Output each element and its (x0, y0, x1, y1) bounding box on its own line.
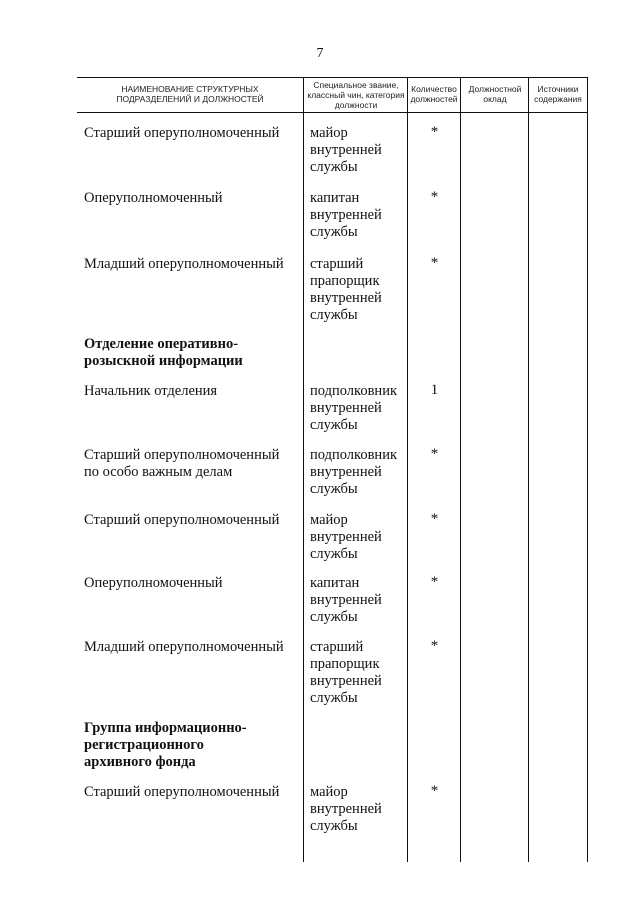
table-row-rank: старший прапорщик внутренней службы (310, 256, 382, 323)
table-row-name: Оперуполномоченный (84, 190, 223, 206)
table-row-count: 1 (430, 382, 439, 398)
table-right-border (587, 77, 588, 862)
column-divider-source (528, 77, 529, 862)
table-row-name: Оперуполномоченный (84, 575, 223, 591)
section-heading: Группа информационно-регистрационного архивного фонда (84, 720, 247, 770)
table-row-rank: старший прапорщик внутренней службы (310, 639, 382, 706)
table-row-name: Старший оперуполномоченный (84, 125, 280, 141)
table-row-rank: майор внутренней службы (310, 784, 382, 834)
table-row-count: * (430, 446, 439, 462)
table-top-border (77, 77, 588, 78)
table-row-rank: майор внутренней службы (310, 125, 382, 175)
column-divider-salary (460, 77, 461, 862)
table-row-count: * (430, 574, 439, 590)
table-row-rank: капитан внутренней службы (310, 190, 382, 240)
table-row-rank: капитан внутренней службы (310, 575, 382, 625)
table-row-name: Младший оперуполномоченный (84, 639, 284, 655)
column-header-rank: Специальное звание, классный чин, категория должности (307, 80, 405, 110)
column-header-source: Источники содержания (534, 84, 582, 104)
column-header-salary: Должностной оклад (468, 84, 522, 104)
table-row-name: Начальник отделения (84, 383, 218, 399)
table-row-rank: подполковник внутренней службы (310, 383, 397, 433)
table-row-name: Младший оперуполномоченный (84, 256, 284, 272)
column-divider-count (407, 77, 408, 862)
table-row-count: * (430, 189, 439, 205)
table-row-rank: майор внутренней службы (310, 512, 382, 562)
column-header-count: Количество должностей (410, 84, 458, 104)
page-number: 7 (316, 46, 324, 61)
column-divider-rank (303, 77, 304, 862)
column-header-name: НАИМЕНОВАНИЕ СТРУКТУРНЫХ ПОДРАЗДЕЛЕНИЙ И ДОЛЖНОСТЕЙ (116, 84, 264, 104)
table-row-name: Старший оперуполномоченный по особо важным делам (84, 447, 280, 480)
table-row-name: Старший оперуполномоченный (84, 512, 280, 528)
section-heading: Отделение оперативно-розыскной информации (84, 336, 243, 369)
table-row-name: Старший оперуполномоченный (84, 784, 280, 800)
table-row-count: * (430, 255, 439, 271)
table-row-count: * (430, 638, 439, 654)
table-row-count: * (430, 511, 439, 527)
table-row-rank: подполковник внутренней службы (310, 447, 397, 497)
table-header-bottom-border (77, 112, 588, 113)
table-row-count: * (430, 124, 439, 140)
table-row-count: * (430, 783, 439, 799)
